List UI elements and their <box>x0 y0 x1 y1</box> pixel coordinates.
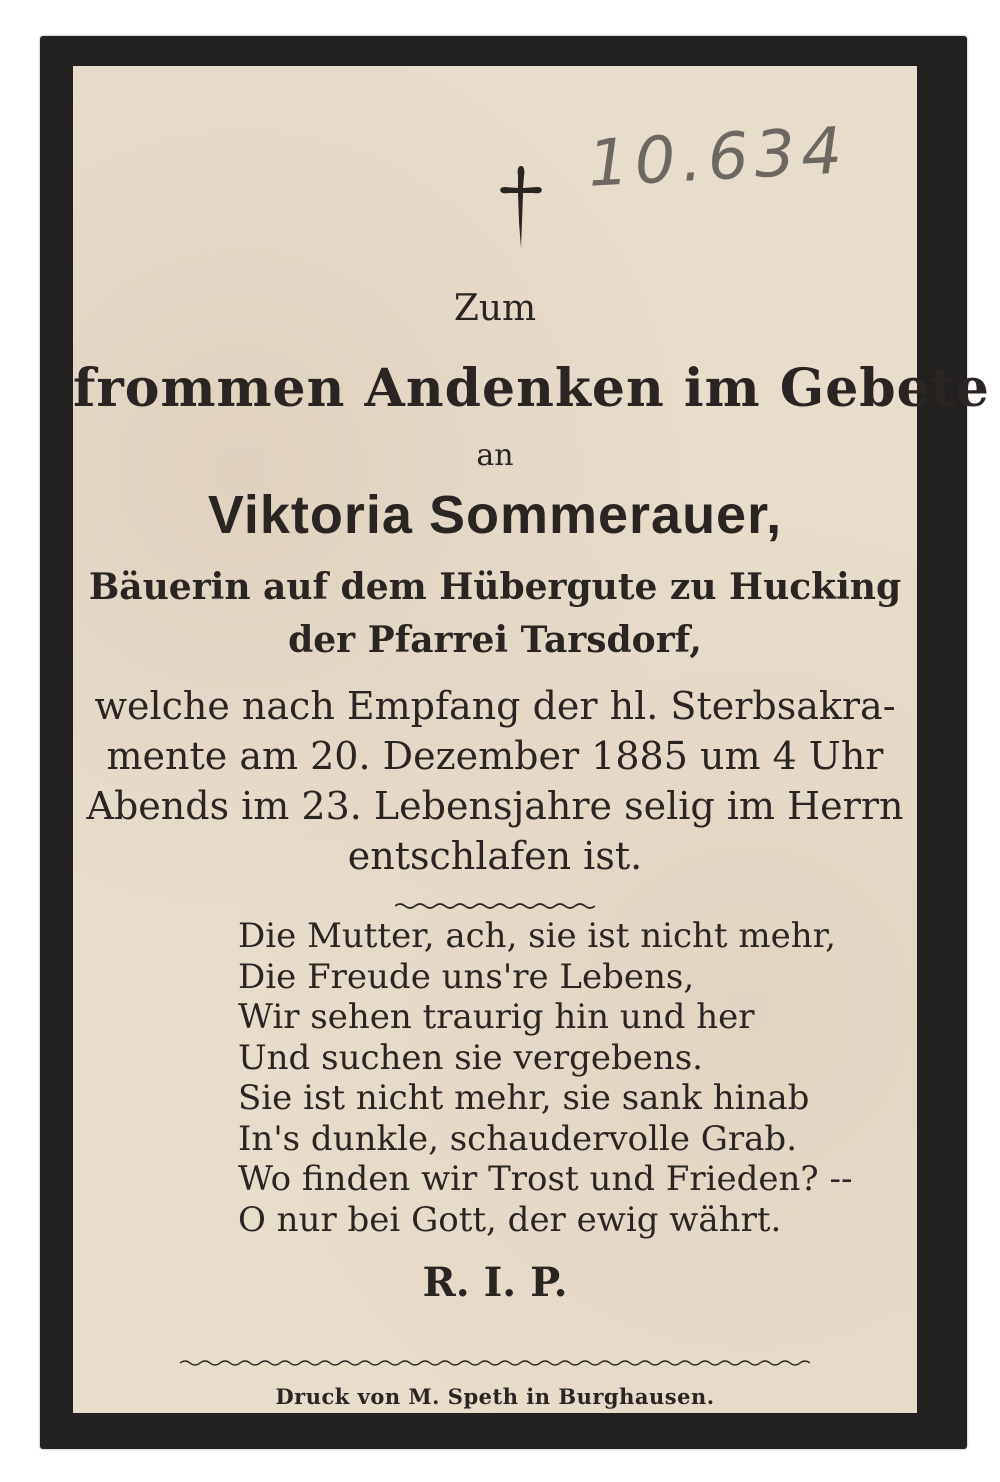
heading-title: frommen Andenken im Gebete <box>73 358 990 419</box>
biography-line-2: mente am 20. Dezember 1885 um 4 Uhr <box>106 734 884 778</box>
heading-zum: Zum <box>453 288 537 329</box>
poem-line: Sie ist nicht mehr, sie sank hinab <box>238 1078 810 1118</box>
poem-line: Die Freude uns're Lebens, <box>238 956 695 997</box>
deceased-name: Viktoria Sommerauer, <box>207 485 783 545</box>
printer-imprint: Druck von M. Speth in Burghausen. <box>275 1384 715 1409</box>
poem-line: Und suchen sie vergebens. <box>238 1037 703 1078</box>
wave-divider-upper <box>395 901 595 911</box>
occupation-line-2: der Pfarrei Tarsdorf, <box>288 619 702 661</box>
poem-line: O nur bei Gott, der ewig währt. <box>238 1199 782 1240</box>
occupation-line-1: Bäuerin auf dem Hübergute zu Hucking <box>88 566 902 608</box>
handwritten-annotation: 10.634 <box>586 114 850 202</box>
rip-closing: R. I. P. <box>422 1259 568 1306</box>
poem-line: In's dunkle, schaudervolle Grab. <box>238 1118 798 1159</box>
heading-an: an <box>476 438 514 473</box>
poem-line: Die Mutter, ach, sie ist nicht mehr, <box>238 916 836 956</box>
biography-line-4: entschlafen ist. <box>347 834 643 878</box>
poem-line: Wo finden wir Trost und Frieden? -- <box>238 1159 853 1199</box>
biography-line-1: welche nach Empfang der hl. Sterbsakra- <box>94 684 896 728</box>
wave-divider-lower <box>180 1358 810 1368</box>
memorial-card <box>40 36 990 1449</box>
cross-icon <box>491 162 551 252</box>
poem <box>238 916 878 1240</box>
card-paper <box>73 66 990 1413</box>
poem-line: Wir sehen traurig hin und her <box>238 997 755 1037</box>
biography-line-3: Abends im 23. Lebensjahre selig im Herrn <box>86 784 904 828</box>
